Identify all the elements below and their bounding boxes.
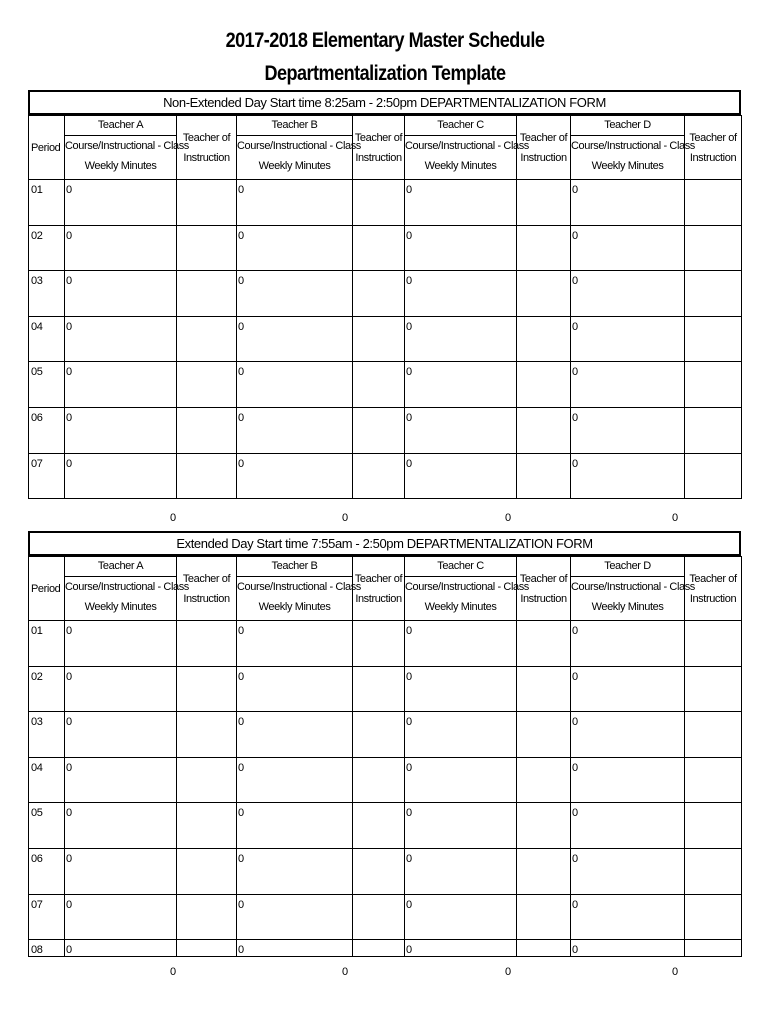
course-minutes-header: [237, 136, 361, 180]
schedule-table: [28, 556, 742, 957]
teacher-of-instruction-cell[interactable]: [517, 712, 571, 758]
form-banner: Non-Extended Day Start time 8:25am - 2:50pm DEPARTMENTALIZATION FORM: [28, 90, 741, 115]
course-minutes-cell[interactable]: 0: [405, 803, 517, 849]
course-minutes-cell[interactable]: 0: [571, 362, 685, 408]
table-row: [29, 848, 742, 894]
teacher-of-instruction-cell[interactable]: [177, 453, 237, 499]
document-header: [0, 24, 770, 90]
period-number: 05: [29, 362, 65, 408]
course-minutes-cell[interactable]: 0: [65, 316, 177, 362]
course-minutes-cell[interactable]: 0: [405, 271, 517, 317]
teacher-of-instruction-cell[interactable]: [177, 803, 237, 849]
course-minutes-cell[interactable]: 0: [65, 803, 177, 849]
course-minutes-cell[interactable]: 0: [571, 316, 685, 362]
total-value: 0: [672, 966, 679, 978]
total-value: 0: [342, 966, 349, 978]
teacher-of-instruction-cell[interactable]: [517, 271, 571, 317]
course-minutes-cell[interactable]: 0: [65, 894, 177, 940]
non-extended-day-form: [28, 90, 741, 499]
teacher-name-header: Teacher C: [405, 116, 517, 136]
total-value: 0: [505, 512, 512, 524]
course-minutes-cell[interactable]: 0: [237, 180, 353, 226]
period-number: 02: [29, 666, 65, 712]
course-minutes-cell[interactable]: 0: [571, 666, 685, 712]
course-minutes-cell[interactable]: 0: [571, 271, 685, 317]
teacher-of-instruction-cell[interactable]: [353, 712, 405, 758]
teacher-name-header: Teacher B: [237, 557, 353, 577]
course-minutes-cell[interactable]: 0: [237, 848, 353, 894]
teacher-of-instruction-cell[interactable]: [685, 271, 742, 317]
instr-label-line2: Instruction: [689, 592, 737, 605]
period-number: 05: [29, 803, 65, 849]
teacher-name-header: Teacher B: [237, 116, 353, 136]
instr-label-line1: Teacher of: [689, 131, 737, 144]
table-row: [29, 803, 742, 849]
table-row: [29, 453, 742, 499]
instr-label-line1: Teacher of: [519, 572, 568, 585]
instr-label-line1: Teacher of: [354, 572, 403, 585]
course-minutes-cell[interactable]: 0: [571, 803, 685, 849]
teacher-of-instruction-cell[interactable]: [353, 666, 405, 712]
course-minutes-cell[interactable]: 0: [571, 407, 685, 453]
teacher-of-instruction-cell[interactable]: [517, 848, 571, 894]
course-minutes-cell[interactable]: 0: [405, 407, 517, 453]
instr-label-line1: Teacher of: [689, 572, 737, 585]
period-number: 01: [29, 621, 65, 667]
course-minutes-header: [405, 136, 529, 180]
weekly-minutes-totals: [0, 966, 770, 980]
teacher-of-instruction-cell[interactable]: [353, 940, 405, 957]
period-number: 04: [29, 757, 65, 803]
teacher-of-instruction-cell[interactable]: [685, 621, 742, 667]
teacher-of-instruction-cell[interactable]: [353, 453, 405, 499]
period-number: 01: [29, 180, 65, 226]
course-minutes-cell[interactable]: 0: [405, 666, 517, 712]
course-minutes-cell[interactable]: 0: [571, 848, 685, 894]
course-label-line1: Course/Instructional - Class: [571, 140, 695, 152]
course-minutes-cell[interactable]: 0: [571, 621, 685, 667]
table-row: [29, 757, 742, 803]
course-minutes-cell[interactable]: 0: [65, 453, 177, 499]
teacher-of-instruction-cell[interactable]: [517, 666, 571, 712]
period-header: Period: [29, 116, 65, 180]
course-minutes-cell[interactable]: 0: [405, 848, 517, 894]
course-label-line1: Course/Instructional - Class: [65, 581, 189, 593]
course-minutes-cell[interactable]: 0: [237, 316, 353, 362]
course-label-line2: Weekly Minutes: [591, 601, 664, 613]
instr-label-line2: Instruction: [520, 151, 567, 164]
total-value: 0: [342, 512, 349, 524]
teacher-of-instruction-cell[interactable]: [517, 453, 571, 499]
course-minutes-cell[interactable]: 0: [571, 757, 685, 803]
document-subtitle: Departmentalization Template: [264, 62, 506, 85]
course-minutes-cell[interactable]: 0: [405, 712, 517, 758]
course-label-line1: Course/Instructional - Class: [405, 581, 529, 593]
instr-label-line2: Instruction: [355, 592, 402, 605]
table-row: [29, 666, 742, 712]
course-minutes-cell[interactable]: 0: [405, 362, 517, 408]
table-row: [29, 225, 742, 271]
course-minutes-header: [65, 577, 189, 621]
teacher-name-header: Teacher D: [571, 116, 685, 136]
course-minutes-cell[interactable]: 0: [405, 621, 517, 667]
course-label-line2: Weekly Minutes: [258, 601, 331, 613]
course-minutes-header: [405, 577, 529, 621]
period-number: 06: [29, 407, 65, 453]
teacher-of-instruction-cell[interactable]: [517, 316, 571, 362]
total-value: 0: [505, 966, 512, 978]
teacher-of-instruction-cell[interactable]: [353, 271, 405, 317]
course-minutes-cell[interactable]: 0: [65, 407, 177, 453]
course-minutes-cell[interactable]: 0: [65, 271, 177, 317]
teacher-of-instruction-cell[interactable]: [685, 316, 742, 362]
period-number: 02: [29, 225, 65, 271]
course-minutes-cell[interactable]: 0: [65, 757, 177, 803]
instr-label-line1: Teacher of: [354, 131, 403, 144]
course-minutes-cell[interactable]: 0: [405, 453, 517, 499]
table-row: [29, 940, 742, 957]
table-row: [29, 407, 742, 453]
course-minutes-cell[interactable]: 0: [405, 225, 517, 271]
course-minutes-cell[interactable]: 0: [237, 712, 353, 758]
course-minutes-cell[interactable]: 0: [65, 666, 177, 712]
teacher-of-instruction-cell[interactable]: [353, 180, 405, 226]
teacher-of-instruction-cell[interactable]: [685, 225, 742, 271]
course-minutes-cell[interactable]: 0: [237, 666, 353, 712]
teacher-name-header: Teacher C: [405, 557, 517, 577]
teacher-of-instruction-cell[interactable]: [517, 180, 571, 226]
instr-label-line1: Teacher of: [182, 572, 231, 585]
teacher-of-instruction-cell[interactable]: [353, 848, 405, 894]
extended-day-form: [28, 531, 741, 957]
teacher-of-instruction-cell[interactable]: [685, 453, 742, 499]
teacher-of-instruction-cell[interactable]: [177, 407, 237, 453]
course-minutes-cell[interactable]: 0: [237, 225, 353, 271]
teacher-of-instruction-cell[interactable]: [517, 803, 571, 849]
teacher-of-instruction-cell[interactable]: [177, 712, 237, 758]
teacher-of-instruction-cell[interactable]: [177, 894, 237, 940]
teacher-of-instruction-cell[interactable]: [517, 621, 571, 667]
course-minutes-cell[interactable]: 0: [237, 621, 353, 667]
course-minutes-cell[interactable]: 0: [571, 940, 685, 957]
table-row: [29, 316, 742, 362]
table-row: [29, 271, 742, 317]
teacher-of-instruction-cell[interactable]: [685, 407, 742, 453]
instr-label-line2: Instruction: [355, 151, 402, 164]
teacher-name-header: Teacher D: [571, 557, 685, 577]
course-label-line2: Weekly Minutes: [84, 160, 157, 172]
teacher-of-instruction-cell[interactable]: [177, 666, 237, 712]
course-label-line2: Weekly Minutes: [591, 160, 664, 172]
course-minutes-cell[interactable]: 0: [571, 225, 685, 271]
teacher-of-instruction-cell[interactable]: [517, 407, 571, 453]
course-minutes-cell[interactable]: 0: [65, 180, 177, 226]
teacher-of-instruction-cell[interactable]: [353, 362, 405, 408]
teacher-of-instruction-cell[interactable]: [177, 757, 237, 803]
course-minutes-cell[interactable]: 0: [65, 225, 177, 271]
teacher-of-instruction-cell[interactable]: [517, 757, 571, 803]
period-number: 03: [29, 271, 65, 317]
teacher-of-instruction-cell[interactable]: [353, 225, 405, 271]
teacher-of-instruction-cell[interactable]: [177, 316, 237, 362]
teacher-of-instruction-cell[interactable]: [353, 894, 405, 940]
course-label-line2: Weekly Minutes: [258, 160, 331, 172]
teacher-of-instruction-cell[interactable]: [685, 894, 742, 940]
course-minutes-cell[interactable]: 0: [65, 848, 177, 894]
teacher-of-instruction-cell[interactable]: [685, 940, 742, 957]
teacher-of-instruction-cell[interactable]: [517, 362, 571, 408]
course-minutes-cell[interactable]: 0: [237, 453, 353, 499]
period-number: 04: [29, 316, 65, 362]
teacher-of-instruction-cell[interactable]: [517, 940, 571, 957]
teacher-of-instruction-cell[interactable]: [177, 225, 237, 271]
instr-label-line1: Teacher of: [519, 131, 568, 144]
teacher-of-instruction-cell[interactable]: [177, 940, 237, 957]
teacher-of-instruction-cell[interactable]: [177, 362, 237, 408]
course-minutes-cell[interactable]: 0: [65, 621, 177, 667]
instr-label-line2: Instruction: [689, 151, 737, 164]
course-minutes-cell[interactable]: 0: [571, 180, 685, 226]
course-minutes-header: [571, 577, 695, 621]
instr-label-line2: Instruction: [520, 592, 567, 605]
course-minutes-cell[interactable]: 0: [237, 757, 353, 803]
total-value: 0: [672, 512, 679, 524]
course-minutes-cell[interactable]: 0: [405, 180, 517, 226]
period-header: Period: [29, 557, 65, 621]
course-label-line1: Course/Instructional - Class: [405, 140, 529, 152]
teacher-name-header: Teacher A: [65, 116, 177, 136]
weekly-minutes-totals: [0, 512, 770, 526]
course-label-line1: Course/Instructional - Class: [65, 140, 189, 152]
course-minutes-cell[interactable]: 0: [65, 712, 177, 758]
course-minutes-header: [237, 577, 361, 621]
course-label-line1: Course/Instructional - Class: [237, 140, 361, 152]
course-minutes-cell[interactable]: 0: [571, 712, 685, 758]
course-minutes-cell[interactable]: 0: [237, 271, 353, 317]
period-number: 08: [29, 940, 65, 957]
total-value: 0: [170, 512, 177, 524]
schedule-table: [28, 115, 742, 499]
teacher-of-instruction-cell[interactable]: [177, 848, 237, 894]
teacher-of-instruction-cell[interactable]: [517, 225, 571, 271]
teacher-of-instruction-cell[interactable]: [517, 894, 571, 940]
teacher-of-instruction-cell[interactable]: [685, 180, 742, 226]
teacher-of-instruction-cell[interactable]: [685, 362, 742, 408]
course-minutes-cell[interactable]: 0: [405, 757, 517, 803]
table-row: [29, 894, 742, 940]
instr-label-line1: Teacher of: [182, 131, 231, 144]
period-number: 06: [29, 848, 65, 894]
teacher-of-instruction-cell[interactable]: [685, 712, 742, 758]
course-minutes-cell[interactable]: 0: [405, 894, 517, 940]
table-row: [29, 712, 742, 758]
course-minutes-cell[interactable]: 0: [237, 894, 353, 940]
teacher-of-instruction-cell[interactable]: [685, 848, 742, 894]
course-label-line1: Course/Instructional - Class: [237, 581, 361, 593]
teacher-of-instruction-cell[interactable]: [353, 316, 405, 362]
course-minutes-cell[interactable]: 0: [237, 803, 353, 849]
table-row: [29, 621, 742, 667]
course-minutes-cell[interactable]: 0: [237, 362, 353, 408]
course-minutes-cell[interactable]: 0: [405, 316, 517, 362]
teacher-of-instruction-cell[interactable]: [177, 271, 237, 317]
course-minutes-cell[interactable]: 0: [237, 940, 353, 957]
course-label-line2: Weekly Minutes: [424, 160, 497, 172]
total-value: 0: [170, 966, 177, 978]
course-minutes-cell[interactable]: 0: [65, 940, 177, 957]
teacher-of-instruction-cell[interactable]: [177, 621, 237, 667]
table-row: [29, 362, 742, 408]
table-row: [29, 180, 742, 226]
document-title: 2017-2018 Elementary Master Schedule: [225, 29, 545, 52]
instr-label-line2: Instruction: [183, 592, 230, 605]
course-label-line2: Weekly Minutes: [84, 601, 157, 613]
course-minutes-header: [65, 136, 189, 180]
course-label-line1: Course/Instructional - Class: [571, 581, 695, 593]
course-minutes-cell[interactable]: 0: [571, 453, 685, 499]
course-minutes-cell[interactable]: 0: [65, 362, 177, 408]
form-banner: Extended Day Start time 7:55am - 2:50pm DEPARTMENTALIZATION FORM: [28, 531, 741, 556]
instr-label-line2: Instruction: [183, 151, 230, 164]
period-number: 07: [29, 894, 65, 940]
course-minutes-cell[interactable]: 0: [571, 894, 685, 940]
teacher-of-instruction-cell[interactable]: [685, 757, 742, 803]
course-label-line2: Weekly Minutes: [424, 601, 497, 613]
course-minutes-header: [571, 136, 695, 180]
course-minutes-cell[interactable]: 0: [237, 407, 353, 453]
teacher-of-instruction-cell[interactable]: [353, 757, 405, 803]
period-number: 03: [29, 712, 65, 758]
teacher-of-instruction-cell[interactable]: [353, 621, 405, 667]
course-minutes-cell[interactable]: 0: [405, 940, 517, 957]
period-number: 07: [29, 453, 65, 499]
teacher-of-instruction-cell[interactable]: [353, 407, 405, 453]
teacher-name-header: Teacher A: [65, 557, 177, 577]
teacher-of-instruction-cell[interactable]: [685, 803, 742, 849]
teacher-of-instruction-cell[interactable]: [353, 803, 405, 849]
teacher-of-instruction-cell[interactable]: [685, 666, 742, 712]
teacher-of-instruction-cell[interactable]: [177, 180, 237, 226]
